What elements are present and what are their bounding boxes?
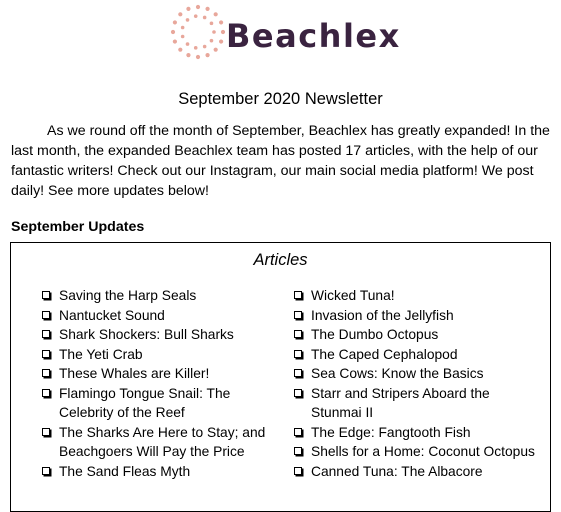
- intro-paragraph: As we round off the month of September, Beachlex has greatly expanded! In the last month, the expanded Beachlex team has posted 17 articles, with the help of our fantastic writers! Check out our Instagram, our main social media platform! We post daily! See more updates below!: [11, 123, 550, 199]
- article-item: [294, 325, 544, 345]
- logo-dot: [194, 14, 198, 18]
- article-title: Flamingo Tongue Snail: The Celebrity of the Reef: [59, 385, 231, 420]
- article-item: [294, 364, 544, 384]
- article-title: Saving the Harp Seals: [59, 288, 197, 303]
- logo-dot: [214, 48, 218, 52]
- logo-dot: [178, 12, 182, 16]
- checkbox-bullet-icon: [294, 447, 302, 455]
- article-title: The Dumbo Octopus: [311, 327, 439, 342]
- logo-dot: [203, 45, 207, 49]
- logo-dot: [205, 53, 209, 57]
- logo-dot: [210, 22, 214, 26]
- article-item: [294, 462, 544, 482]
- article-item: [42, 384, 277, 423]
- logo-dot: [173, 20, 177, 24]
- beachlex-logo: [160, 0, 400, 66]
- article-item: [42, 306, 277, 326]
- logo-dot: [173, 39, 177, 43]
- checkbox-bullet-icon: [294, 330, 302, 338]
- logo-dot: [178, 48, 182, 52]
- article-item: [42, 462, 277, 482]
- article-item: [294, 306, 544, 326]
- article-title: The Yeti Crab: [59, 346, 143, 362]
- logo-dot: [219, 20, 223, 24]
- checkbox-bullet-icon: [42, 389, 50, 397]
- articles-list-left: [42, 286, 277, 481]
- logo-dot: [194, 46, 198, 50]
- logo-dot: [186, 7, 190, 11]
- article-title: Canned Tuna: The Albacore: [311, 463, 483, 479]
- checkbox-bullet-icon: [42, 311, 50, 319]
- article-item: [42, 286, 277, 306]
- checkbox-bullet-icon: [294, 389, 302, 397]
- logo-dot: [203, 16, 207, 20]
- checkbox-bullet-icon: [294, 350, 302, 358]
- logo-dot: [219, 39, 223, 43]
- article-title: Nantucket Sound: [59, 307, 165, 323]
- sun-dots-icon: [170, 4, 226, 60]
- checkbox-bullet-icon: [42, 330, 50, 338]
- article-item: [294, 286, 544, 306]
- logo-dot: [210, 39, 214, 43]
- article-title: Shells for a Home: Coconut Octopus: [311, 444, 535, 459]
- checkbox-bullet-icon: [42, 350, 50, 358]
- articles-box: [10, 242, 551, 512]
- checkbox-bullet-icon: [294, 369, 302, 377]
- article-title: Invasion of the Jellyfish: [311, 307, 454, 323]
- logo-dot: [186, 53, 190, 57]
- article-item: [42, 325, 277, 345]
- article-item: [42, 364, 277, 384]
- checkbox-bullet-icon: [294, 311, 302, 319]
- section-heading: September Updates: [11, 219, 145, 235]
- logo-dot: [196, 5, 200, 9]
- logo-dot: [186, 42, 190, 46]
- newsletter-title: September 2020 Newsletter: [178, 90, 383, 108]
- article-item: [42, 423, 277, 462]
- logo-dot: [205, 7, 209, 11]
- article-title: The Edge: Fangtooth Fish: [311, 424, 471, 440]
- logo-dot: [221, 30, 225, 34]
- article-title: Wicked Tuna!: [311, 288, 395, 303]
- article-title: The Sand Fleas Myth: [59, 463, 191, 479]
- logo-dot: [181, 26, 185, 30]
- checkbox-bullet-icon: [42, 291, 50, 299]
- article-title: Shark Shockers: Bull Sharks: [59, 327, 234, 342]
- logo-text: Beachlex: [226, 17, 401, 55]
- logo-dot: [181, 35, 185, 39]
- article-item: [294, 442, 544, 462]
- checkbox-bullet-icon: [42, 369, 50, 377]
- articles-list-right: [294, 286, 544, 481]
- checkbox-bullet-icon: [294, 467, 302, 475]
- articles-title: Articles: [253, 251, 308, 269]
- logo-dot: [171, 30, 175, 34]
- article-title: Starr and Stripers Aboard the Stunmai II: [311, 385, 490, 420]
- article-item: [294, 345, 544, 365]
- logo-dot: [196, 55, 200, 59]
- logo-dot: [186, 18, 190, 22]
- article-title: Sea Cows: Know the Basics: [311, 366, 484, 381]
- logo-dot: [212, 30, 216, 34]
- checkbox-bullet-icon: [294, 428, 302, 436]
- article-title: The Sharks Are Here to Stay; and Beachgoers Will Pay the Price: [59, 424, 266, 459]
- checkbox-bullet-icon: [294, 291, 302, 299]
- article-item: [42, 345, 277, 365]
- article-item: [294, 384, 544, 423]
- checkbox-bullet-icon: [42, 467, 50, 475]
- checkbox-bullet-icon: [42, 428, 50, 436]
- logo-dot: [214, 12, 218, 16]
- article-title: The Caped Cephalopod: [311, 346, 458, 362]
- article-title: These Whales are Killer!: [59, 366, 210, 381]
- article-item: [294, 423, 544, 443]
